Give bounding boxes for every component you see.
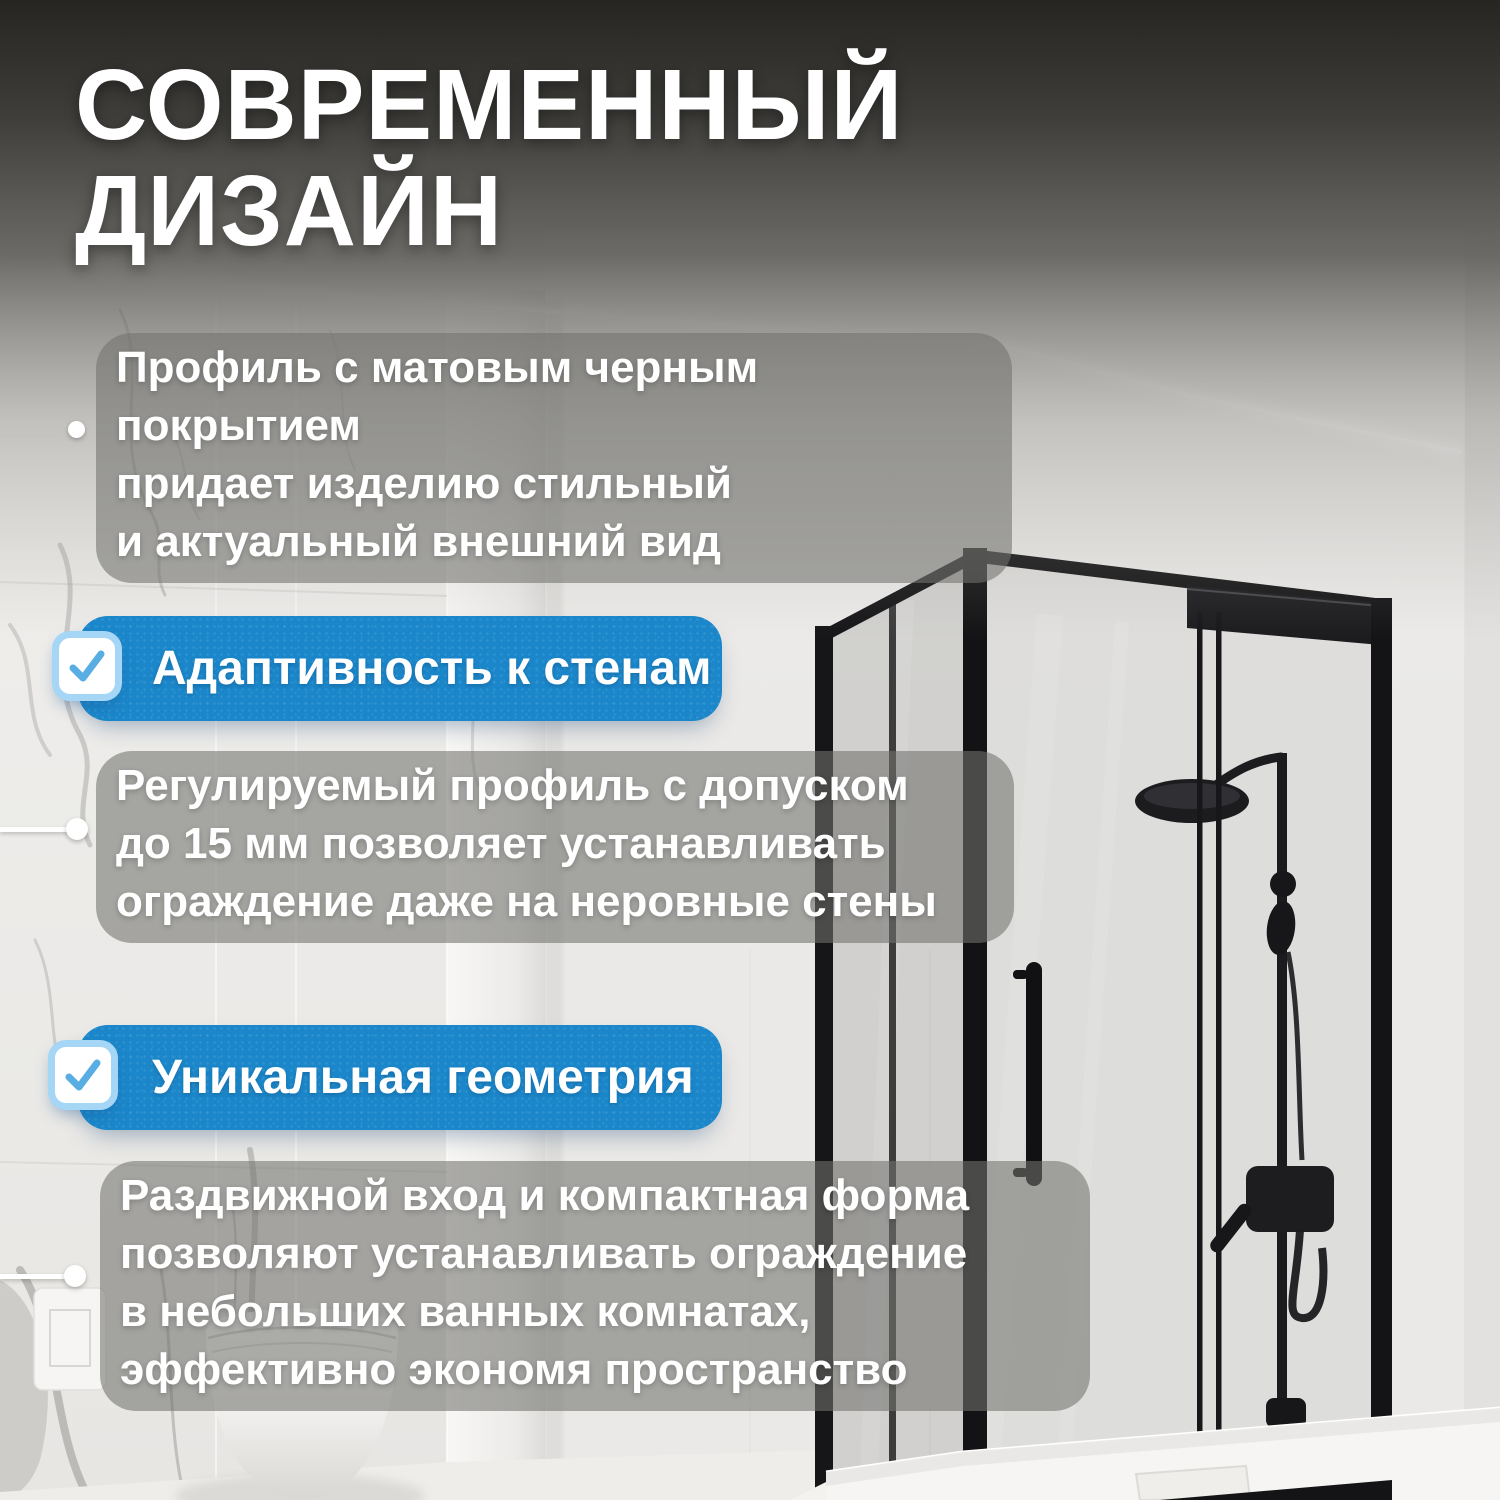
badge-label: Адаптивность к стенам bbox=[152, 642, 712, 695]
badge-label: Уникальная геометрия bbox=[152, 1051, 694, 1104]
note-line: позволяют устанавливать ограждение bbox=[120, 1229, 968, 1278]
note-line: в небольших ванных комнатах, bbox=[120, 1287, 811, 1336]
hand-shower-holder bbox=[1270, 871, 1296, 897]
note-line: Раздвижной вход и компактная форма bbox=[120, 1171, 970, 1220]
note-line: эффективно экономя пространство bbox=[120, 1345, 908, 1394]
title-line-2: ДИЗАЙН bbox=[75, 155, 504, 267]
connector-line bbox=[0, 1274, 68, 1279]
intro-note bbox=[96, 333, 1012, 583]
flush-plate bbox=[34, 1288, 106, 1390]
note-line: до 15 мм позволяет устанавливать bbox=[116, 819, 886, 868]
shower-mixer bbox=[1246, 1166, 1334, 1232]
door-stile-2 bbox=[1216, 612, 1222, 1488]
title-line-1: СОВРЕМЕННЫЙ bbox=[75, 49, 904, 161]
connector-line bbox=[0, 827, 70, 832]
connector-dot bbox=[66, 818, 88, 840]
checkmark-icon bbox=[66, 645, 108, 687]
right-profile bbox=[1371, 598, 1392, 1500]
note-line: Профиль с матовым черным покрытием bbox=[116, 343, 759, 450]
note-line: придает изделию стильный bbox=[116, 459, 732, 508]
bullet-dot bbox=[68, 421, 85, 438]
feature1-note bbox=[96, 751, 1014, 943]
page-title bbox=[75, 49, 904, 267]
note-line: Регулируемый профиль с допуском bbox=[116, 761, 909, 810]
feature2-note bbox=[100, 1161, 1090, 1411]
checkmark-icon bbox=[62, 1054, 104, 1096]
note-line: ограждение даже на неровные стены bbox=[116, 877, 937, 926]
door-stile-1 bbox=[1197, 612, 1203, 1488]
checkbox-checked-icon bbox=[48, 1040, 118, 1110]
note-line: и актуальный внешний вид bbox=[116, 517, 721, 566]
shower-riser bbox=[1277, 753, 1287, 1403]
feature-badge-adaptability bbox=[78, 616, 722, 721]
checkbox-checked-icon bbox=[52, 631, 122, 701]
feature-badge-geometry bbox=[78, 1025, 722, 1130]
connector-dot bbox=[64, 1265, 86, 1287]
